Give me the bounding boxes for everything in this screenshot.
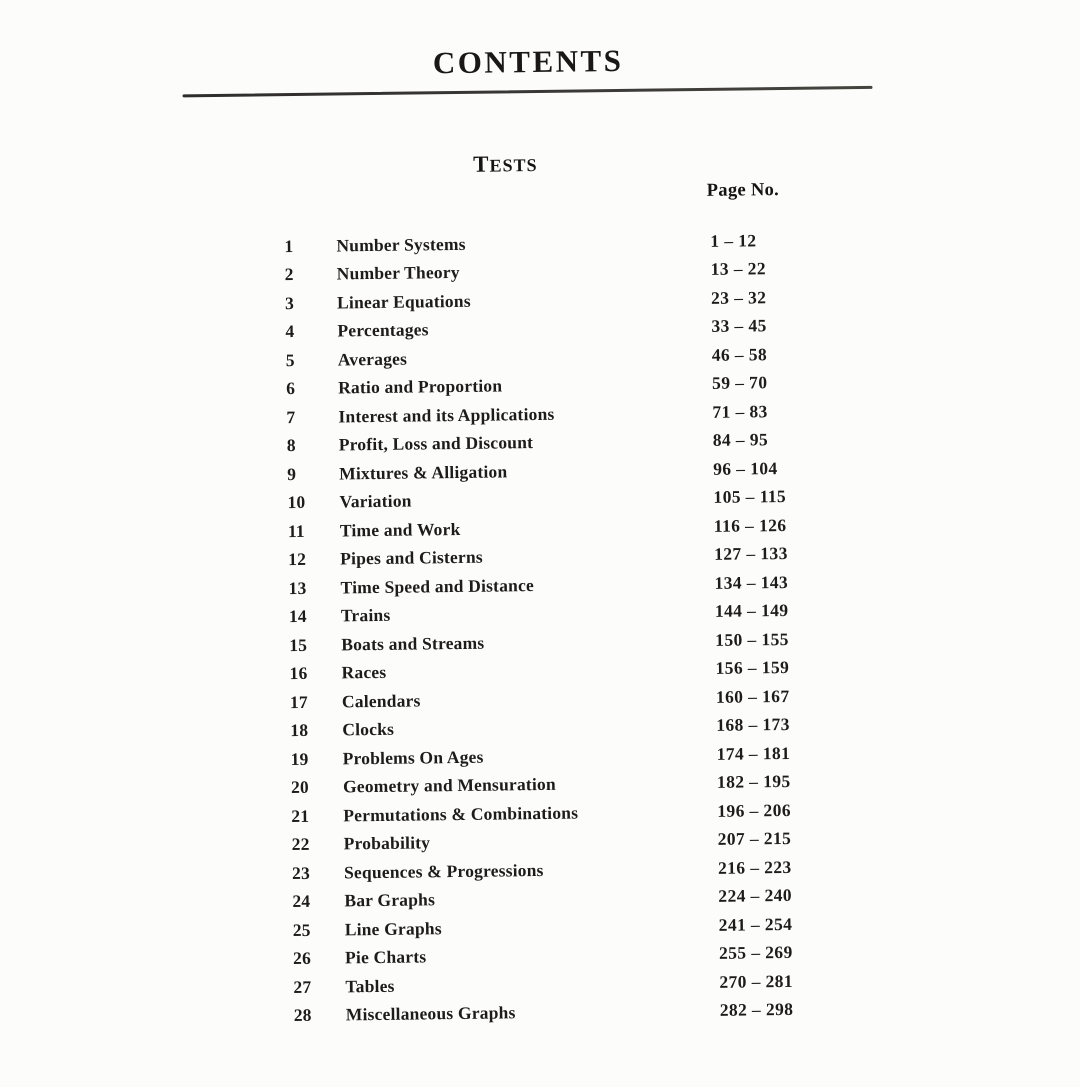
toc-item-pages: 127 – 133	[714, 543, 788, 565]
toc-item-pages: 134 – 143	[714, 571, 789, 593]
toc-item-pages: 282 – 298	[719, 999, 794, 1021]
toc-item-title: Line Graphs	[344, 917, 442, 940]
page-title: CONTENTS	[432, 42, 624, 81]
toc-item-pages: 1 – 12	[710, 230, 757, 251]
toc-item-number: 21	[291, 805, 310, 826]
toc-item-pages: 150 – 155	[715, 628, 789, 650]
toc-item-title: Geometry and Mensuration	[342, 774, 556, 797]
toc-item-number: 18	[290, 720, 309, 741]
toc-item-pages: 255 – 269	[718, 942, 793, 964]
toc-item-pages: 156 – 159	[715, 657, 790, 679]
toc-item-number: 26	[292, 948, 312, 969]
toc-item-title: Number Theory	[336, 262, 460, 284]
toc-item-number: 2	[284, 264, 294, 285]
toc-item-pages: 182 – 195	[716, 771, 791, 793]
toc-item-title: Problems On Ages	[342, 746, 484, 769]
toc-item-number: 15	[289, 634, 308, 655]
toc-item-title: Time and Work	[339, 518, 461, 541]
toc-item-pages: 207 – 215	[717, 828, 792, 850]
toc-item-title: Mixtures & Alligation	[339, 461, 508, 484]
toc-item-title: Variation	[339, 490, 412, 512]
toc-item-number: 19	[290, 748, 309, 769]
toc-item-pages: 13 – 22	[710, 258, 767, 280]
toc-item-pages: 46 – 58	[711, 343, 768, 365]
toc-item-pages: 33 – 45	[711, 315, 767, 337]
toc-item-pages: 196 – 206	[717, 799, 792, 821]
title-divider-rule	[183, 86, 873, 97]
toc-item-title: Pipes and Cisterns	[340, 546, 483, 569]
toc-item-number: 28	[293, 1005, 312, 1026]
toc-item-title: Clocks	[342, 719, 395, 740]
toc-item-title: Interest and its Applications	[338, 403, 555, 427]
toc-item-title: Number Systems	[336, 233, 466, 256]
toc-item-title: Sequences & Progressions	[343, 859, 544, 883]
toc-item-pages: 59 – 70	[711, 372, 768, 394]
toc-item-number: 8	[286, 435, 296, 456]
toc-item-pages: 96 – 104	[713, 457, 778, 479]
toc-item-title: Calendars	[341, 690, 421, 712]
toc-item-number: 22	[291, 834, 310, 855]
toc-item-number: 10	[287, 492, 306, 513]
toc-item-number: 7	[286, 406, 296, 427]
toc-item-number: 4	[285, 321, 295, 342]
toc-item-number: 23	[291, 862, 311, 883]
toc-item-pages: 105 – 115	[713, 486, 787, 508]
toc-item-title: Tables	[345, 975, 395, 997]
toc-item-pages: 23 – 32	[710, 286, 767, 308]
toc-item-number: 24	[292, 891, 311, 912]
toc-item-number: 9	[287, 463, 297, 484]
toc-item-title: Time Speed and Distance	[340, 574, 535, 598]
toc-item-number: 27	[293, 976, 312, 997]
toc-item-title: Trains	[340, 605, 391, 626]
toc-item-number: 1	[284, 235, 294, 256]
toc-item-pages: 168 – 173	[716, 714, 791, 736]
toc-item-pages: 144 – 149	[714, 600, 789, 622]
toc-item-number: 25	[292, 919, 311, 940]
toc-item-number: 13	[288, 577, 307, 598]
toc-item-pages: 160 – 167	[715, 685, 790, 707]
toc-item-number: 20	[290, 777, 310, 798]
toc-item-number: 16	[289, 663, 308, 684]
toc-item-title: Averages	[337, 348, 408, 370]
toc-item-number: 6	[286, 378, 296, 399]
toc-item-title: Profit, Loss and Discount	[338, 432, 534, 455]
toc-item-number: 17	[289, 691, 308, 712]
toc-item-title: Pie Charts	[344, 946, 427, 968]
toc-item-pages: 270 – 281	[719, 970, 794, 992]
toc-item-pages: 174 – 181	[716, 742, 791, 764]
toc-item-number: 3	[284, 292, 295, 313]
toc-item-pages: 241 – 254	[718, 913, 793, 935]
toc-item-title: Linear Equations	[336, 290, 471, 313]
toc-item-number: 14	[288, 606, 307, 627]
toc-list	[0, 222, 1080, 1033]
toc-item-number: 11	[287, 520, 305, 541]
section-heading-tests: TESTS	[473, 151, 538, 177]
toc-item-pages: 71 – 83	[712, 400, 768, 422]
toc-item-title: Permutations & Combinations	[343, 802, 579, 826]
toc-item-pages: 84 – 95	[712, 429, 769, 451]
toc-item-number: 5	[285, 349, 295, 370]
toc-item-title: Boats and Streams	[341, 632, 485, 655]
toc-item-title: Races	[341, 662, 387, 683]
toc-item-pages: 216 – 223	[717, 856, 792, 878]
toc-item-title: Bar Graphs	[344, 889, 436, 911]
toc-item-title: Ratio and Proportion	[338, 375, 503, 398]
toc-item-number: 12	[288, 549, 307, 570]
toc-item-title: Miscellaneous Graphs	[345, 1002, 516, 1025]
toc-item-pages: 224 – 240	[718, 885, 793, 907]
page-no-column-header: Page No.	[706, 180, 780, 201]
toc-item-title: Percentages	[337, 319, 429, 341]
toc-item-title: Probability	[343, 832, 431, 854]
toc-item-pages: 116 – 126	[713, 514, 787, 536]
